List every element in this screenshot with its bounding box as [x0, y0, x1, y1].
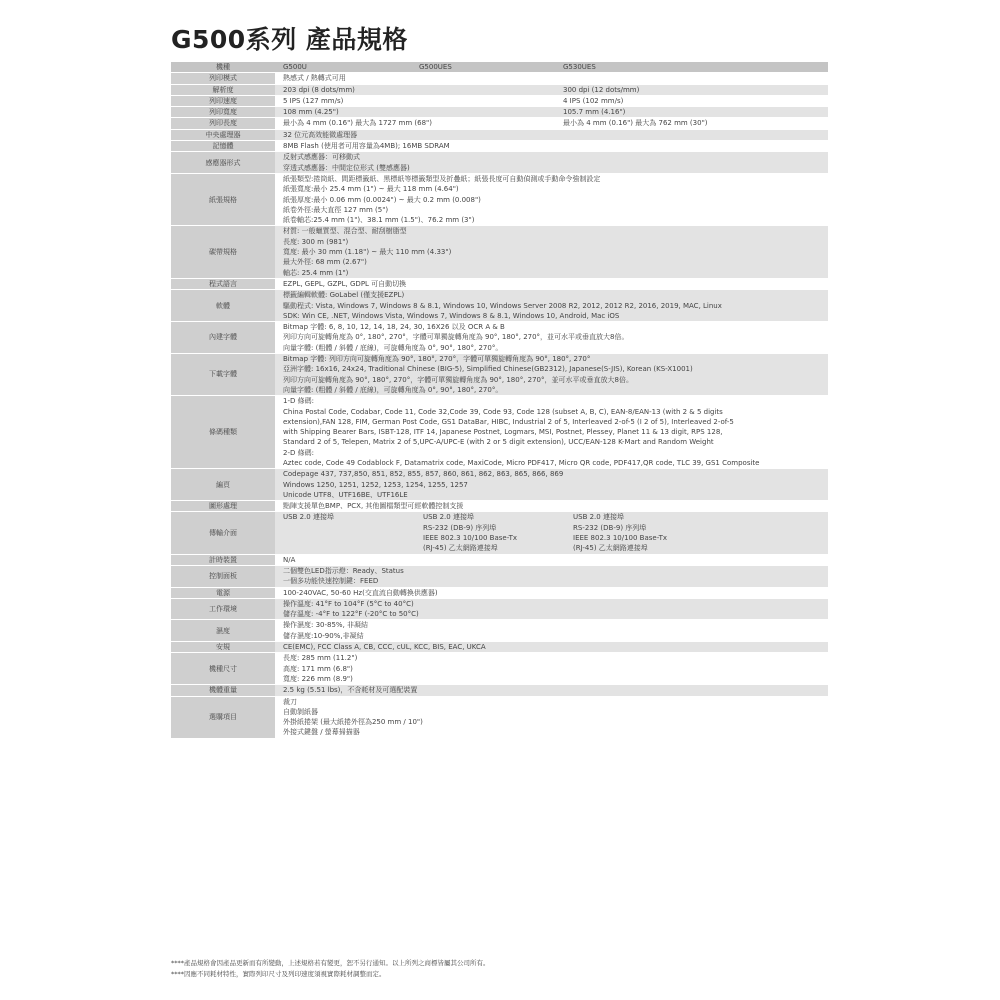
- spec-line: 長度: 285 mm (11.2"): [283, 654, 358, 663]
- model-columns: [283, 62, 828, 72]
- interface-line: USB 2.0 連接埠: [423, 513, 474, 522]
- spec-value-low-res: 5 IPS (127 mm/s): [283, 96, 344, 105]
- spec-label: 程式語言: [171, 278, 275, 289]
- interface-column: [573, 512, 723, 553]
- spec-row: [171, 642, 828, 653]
- spec-label: 機種尺寸: [171, 653, 275, 685]
- spec-line: 標籤編輯軟體: GoLabel (僅支援EZPL): [283, 291, 405, 300]
- spec-line: 2-D 條碼:: [283, 448, 314, 457]
- spec-line: extension),FAN 128, FIM, German Post Code, GS1 DataBar, HIBC, Industrial 2 of 5, Interleaved 2-of-5 (I 2 of 5), Interleaved 2-of-5: [283, 417, 734, 426]
- spec-label: 解析度: [171, 84, 275, 95]
- spec-line: 紙卷軸芯:25.4 mm (1")、38.1 mm (1.5")、76.2 mm (3"): [283, 216, 475, 225]
- spec-line: Windows 1250, 1251, 1252, 1253, 1254, 1255, 1257: [283, 480, 468, 489]
- spec-value: [275, 173, 828, 225]
- spec-value: [275, 501, 828, 512]
- spec-line: 操作濕度: 30-85%, 非凝結: [283, 621, 369, 630]
- spec-value-high-res: 最小為 4 mm (0.16") 最大為 762 mm (30"): [563, 119, 708, 128]
- spec-line: 自動剝紙器: [283, 707, 318, 716]
- page-title: G500系列 產品規格: [171, 25, 408, 54]
- spec-value: [275, 396, 828, 469]
- spec-value: [275, 642, 828, 653]
- interface-line: RS-232 (DB-9) 序列埠: [423, 523, 497, 532]
- spec-value: [275, 129, 828, 140]
- spec-value: [275, 141, 828, 152]
- spec-label: 安規: [171, 642, 275, 653]
- spec-row: [171, 554, 828, 565]
- spec-line: 寬度: 226 mm (8.9"): [283, 674, 353, 683]
- spec-line: 穿透式感應器：中間定位形式 (雙感應器): [283, 163, 410, 172]
- model-name: G530UES: [563, 63, 596, 71]
- spec-line: 外接式鍵盤 / 螢幕掃描器: [283, 728, 360, 737]
- spec-row: [171, 278, 828, 289]
- spec-line: Bitmap 字體: 6, 8, 10, 12, 14, 18, 24, 30, 16X26 以及 OCR A & B: [283, 323, 505, 332]
- spec-line: 2.5 kg (5.51 lbs)，不含耗材及可選配裝置: [283, 686, 418, 695]
- spec-label: 列印速度: [171, 95, 275, 106]
- spec-line: 紙張類型:捲筒紙、間距標籤紙、黑標紙等標籤類型及折疊紙；紙張長度可自動偵測或手動命令強制設定: [283, 174, 601, 183]
- spec-line: CE(EMC), FCC Class A, CB, CCC, cUL, KCC, BIS, EAC, UKCA: [283, 643, 486, 652]
- spec-value: [275, 354, 828, 396]
- interface-line: IEEE 802.3 10/100 Base-Tx: [573, 534, 668, 543]
- spec-row: [171, 685, 828, 696]
- spec-line: 外掛紙捲架 (最大紙捲外徑為250 mm / 10"): [283, 718, 423, 727]
- spec-line: 最大外徑: 68 mm (2.67"): [283, 258, 367, 267]
- interface-line: RS-232 (DB-9) 序列埠: [573, 523, 647, 532]
- spec-value-low-res: 最小為 4 mm (0.16") 最大為 1727 mm (68"): [283, 119, 432, 128]
- spec-row: [171, 501, 828, 512]
- footnote-line: ****因應不同耗材特性，實際列印尺寸及列印速度須視實際耗材調整而定。: [171, 970, 386, 978]
- spec-row: [171, 107, 828, 118]
- spec-value-high-res: 4 IPS (102 mm/s): [563, 96, 624, 105]
- spec-line: 紙張寬度:最小 25.4 mm (1") ~ 最大 118 mm (4.64"): [283, 185, 459, 194]
- spec-value: [275, 554, 828, 565]
- footnotes: [171, 958, 490, 980]
- spec-line: 驅動程式: Vista, Windows 7, Windows 8 & 8.1, Windows 10, Windows Server 2008 R2, 2012, 2012 R2, 2016, 2019, MAC, Linux: [283, 301, 722, 310]
- spec-header-label: 機種: [171, 62, 275, 73]
- spec-value-low-res: 203 dpi (8 dots/mm): [283, 85, 355, 94]
- interface-columns: [275, 512, 828, 553]
- spec-line: N/A: [283, 555, 296, 564]
- spec-value: [275, 620, 828, 642]
- spec-value-high-res: 105.7 mm (4.16"): [563, 108, 626, 117]
- spec-line: 寬度: 最小 30 mm (1.18") ~ 最大 110 mm (4.33"): [283, 248, 452, 257]
- spec-line: SDK: Win CE, .NET, Windows Vista, Windows 7, Windows 8 & 8.1, Windows 10, Android, Mac iOS: [283, 311, 620, 320]
- spec-label: 記憶體: [171, 141, 275, 152]
- spec-row: [171, 396, 828, 469]
- spec-label: 電源: [171, 587, 275, 598]
- spec-line: with Shipping Bearer Bars, ISBT-128, ITF 14, Japanese Postnet, Logmars, MSI, Postnet, Plessey, Planet 11 & 13 digit, RPS 128,: [283, 428, 723, 437]
- spec-row: [171, 587, 828, 598]
- spec-line: 100-240VAC, 50-60 Hz(交直流自動轉換供應器): [283, 588, 438, 597]
- spec-label: 碳帶規格: [171, 226, 275, 278]
- spec-value: [275, 322, 828, 354]
- spec-line: 32 位元高效能微處理器: [283, 130, 358, 139]
- spec-table: [171, 62, 828, 739]
- spec-label: 列印寬度: [171, 107, 275, 118]
- interface-column: [423, 512, 573, 553]
- spec-row: [171, 73, 828, 84]
- spec-row: [171, 84, 828, 95]
- interface-line: IEEE 802.3 10/100 Base-Tx: [423, 534, 518, 543]
- spec-line: 紙張厚度:最小 0.06 mm (0.0024") ~ 最大 0.2 mm (0.008"): [283, 195, 481, 204]
- spec-row: [171, 620, 828, 642]
- spec-row: [171, 173, 828, 225]
- spec-line: 亞洲字體: 16x16, 24x24, Traditional Chinese (BIG-5), Simplified Chinese(GB2312), Japanese(S-JIS), Korean (KS-X1001): [283, 365, 693, 374]
- spec-line: 一個多功能快速控制鍵：FEED: [283, 577, 379, 586]
- interface-line: (RJ-45) 乙太網路連接埠: [423, 544, 498, 553]
- spec-line: 點陣支援單色BMP、PCX, 其他圖檔類型可經軟體控制支援: [283, 502, 464, 511]
- spec-label: 下載字體: [171, 354, 275, 396]
- model-name: G500U: [283, 63, 307, 71]
- spec-label: 圖形處理: [171, 501, 275, 512]
- interface-line: USB 2.0 連接埠: [283, 513, 334, 522]
- spec-line: 向量字體: (粗體 / 斜體 / 底線)，可旋轉角度為 0°, 90°, 180°, 270°。: [283, 343, 503, 352]
- spec-line: 高度: 171 mm (6.8"): [283, 664, 353, 673]
- spec-row: [171, 141, 828, 152]
- spec-split: [283, 118, 828, 128]
- spec-label: 內建字體: [171, 322, 275, 354]
- spec-line: China Postal Code, Codabar, Code 11, Code 32,Code 39, Code 93, Code 128 (subset A, B, C), EAN-8/EAN-13 (with 2 & 5 digits: [283, 407, 723, 416]
- spec-line: EZPL, GEPL, GZPL, GDPL 可自動切換: [283, 279, 407, 288]
- spec-value: [275, 95, 828, 106]
- interface-line: (RJ-45) 乙太網路連接埠: [573, 544, 648, 553]
- spec-label: 傳輸介面: [171, 512, 275, 554]
- spec-line: 向量字體: (粗體 / 斜體 / 底線)，可旋轉角度為 0°, 90°, 180°, 270°。: [283, 385, 503, 394]
- spec-line: 儲存溫度: -4°F to 122°F (-20°C to 50°C): [283, 610, 419, 619]
- spec-label: 計時裝置: [171, 554, 275, 565]
- spec-line: 操作溫度: 41°F to 104°F (5°C to 40°C): [283, 599, 414, 608]
- spec-label: 選購項目: [171, 696, 275, 738]
- spec-line: 列印方向可旋轉角度為 90°, 180°, 270°，字體可單獨旋轉角度為 90°, 180°, 270°，並可水平或垂直放大8倍。: [283, 375, 633, 384]
- spec-label: 工作環境: [171, 598, 275, 620]
- spec-row: [171, 226, 828, 278]
- spec-value: [275, 118, 828, 129]
- spec-line: Standard 2 of 5, Telepen, Matrix 2 of 5,UPC-A/UPC-E (with 2 or 5 digit extension), UCC/EAN-128 K-Mart and Random Weight: [283, 438, 714, 447]
- spec-line: 熱感式 / 熱轉式可用: [283, 74, 346, 83]
- spec-header-models: [275, 62, 828, 73]
- spec-line: 8MB Flash (使用者可用容量為4MB); 16MB SDRAM: [283, 142, 450, 151]
- spec-split: [283, 85, 828, 95]
- spec-line: Aztec code, Code 49 Codablock F, Datamatrix code, MaxiCode, Micro PDF417, Micro QR code, PDF417,QR code, TLC 39, GS1 Composite: [283, 458, 760, 467]
- spec-row: [171, 469, 828, 501]
- spec-row: [171, 696, 828, 738]
- spec-split: [283, 107, 828, 117]
- spec-value: [275, 587, 828, 598]
- spec-value: [275, 107, 828, 118]
- spec-row: [171, 95, 828, 106]
- footnote-line: ****產品規格會因產品更新而有所變動，上述規格若有變更，恕不另行通知。以上所列之商標皆屬其公司所有。: [171, 959, 490, 967]
- spec-value-high-res: 300 dpi (12 dots/mm): [563, 85, 640, 94]
- spec-label: 列印長度: [171, 118, 275, 129]
- spec-value: [275, 565, 828, 587]
- spec-label: 機體重量: [171, 685, 275, 696]
- spec-label: 感應器形式: [171, 152, 275, 174]
- spec-label: 濕度: [171, 620, 275, 642]
- spec-line: 儲存濕度:10-90%,非凝結: [283, 631, 364, 640]
- spec-header-row: [171, 62, 828, 73]
- spec-row: [171, 354, 828, 396]
- spec-line: 裁刀: [283, 697, 297, 706]
- spec-split: [283, 96, 828, 106]
- spec-label: 編頁: [171, 469, 275, 501]
- spec-line: 紙卷外徑:最大直徑 127 mm (5"): [283, 205, 389, 214]
- spec-line: Codepage 437, 737,850, 851, 852, 855, 857, 860, 861, 862, 863, 865, 866, 869: [283, 470, 564, 479]
- spec-row: [171, 129, 828, 140]
- spec-line: 材質: 一般蠟質型、混合型、耐刮樹脂型: [283, 227, 407, 236]
- model-name: G500UES: [419, 63, 452, 71]
- interface-column: [283, 512, 423, 553]
- spec-label: 控制面板: [171, 565, 275, 587]
- spec-value: [275, 653, 828, 685]
- spec-line: 二個雙色LED指示燈：Ready、Status: [283, 566, 404, 575]
- spec-label: 條碼種類: [171, 396, 275, 469]
- spec-line: Bitmap 字體: 列印方向可旋轉角度為 90°, 180°, 270°，字體可單獨旋轉角度為 90°, 180°, 270°: [283, 355, 591, 364]
- spec-label: 中央處理器: [171, 129, 275, 140]
- spec-row: [171, 598, 828, 620]
- spec-label: 軟體: [171, 290, 275, 322]
- spec-value: [275, 685, 828, 696]
- spec-row: [171, 322, 828, 354]
- spec-label: 紙張規格: [171, 173, 275, 225]
- spec-line: 列印方向可旋轉角度為 0°, 180°, 270°，字體可單獨旋轉角度為 90°, 180°, 270°，並可水平或垂直放大8倍。: [283, 333, 629, 342]
- spec-line: 1-D 條碼:: [283, 397, 314, 406]
- spec-value: [275, 84, 828, 95]
- spec-line: Unicode UTF8、UTF16BE、UTF16LE: [283, 490, 408, 499]
- spec-row: [171, 290, 828, 322]
- spec-value: [275, 696, 828, 738]
- spec-value: [275, 152, 828, 174]
- spec-row: [171, 512, 828, 554]
- spec-value: [275, 598, 828, 620]
- spec-row: [171, 118, 828, 129]
- spec-line: 長度: 300 m (981"): [283, 237, 349, 246]
- spec-value-low-res: 108 mm (4.25"): [283, 108, 339, 117]
- spec-label: 列印模式: [171, 73, 275, 84]
- spec-value: [275, 278, 828, 289]
- spec-line: 反射式感應器：可移動式: [283, 153, 360, 162]
- spec-row: [171, 653, 828, 685]
- spec-row: [171, 152, 828, 174]
- spec-value: [275, 290, 828, 322]
- interface-line: USB 2.0 連接埠: [573, 513, 624, 522]
- spec-value: [275, 226, 828, 278]
- spec-value: [275, 469, 828, 501]
- spec-row: [171, 565, 828, 587]
- spec-value: [275, 512, 828, 554]
- spec-value: [275, 73, 828, 84]
- spec-line: 軸芯: 25.4 mm (1"): [283, 268, 349, 277]
